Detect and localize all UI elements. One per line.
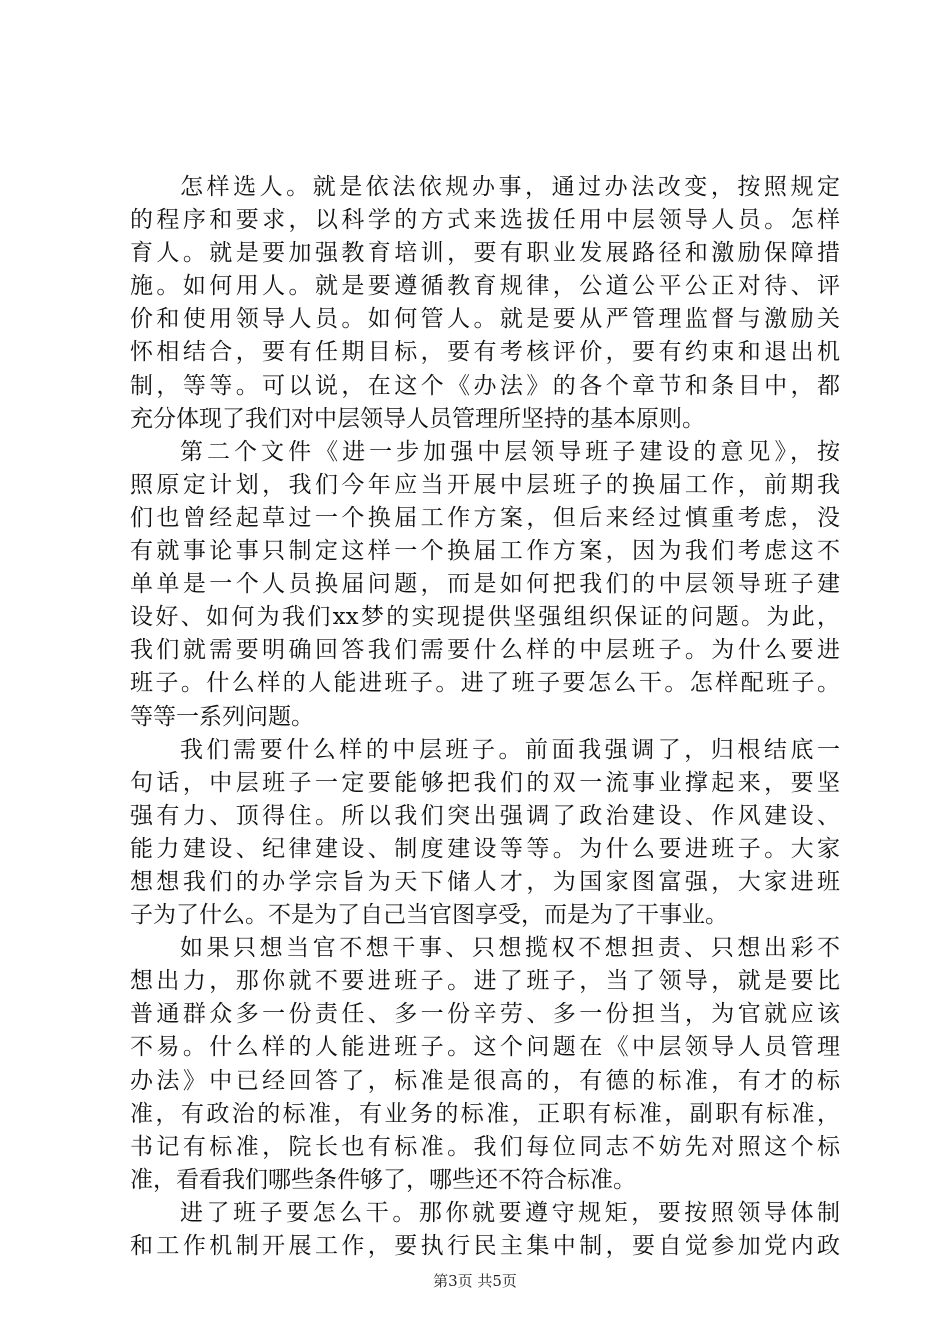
paragraph-line: 制，等等。可以说，在这个《办法》的各个章节和条目中，都 [130, 372, 840, 399]
paragraph-line: 想想我们的办学宗旨为天下储人才，为国家图富强，大家进班 [130, 868, 840, 895]
paragraph-line: 价和使用领导人员。如何管人。就是要从严管理监督与激励关 [130, 306, 840, 333]
paragraph-line: 我们就需要明确回答我们需要什么样的中层班子。为什么要进 [130, 637, 840, 664]
paragraph-line: 班子。什么样的人能进班子。进了班子要怎么干。怎样配班子。 [130, 670, 840, 697]
paragraph-line: 想出力，那你就不要进班子。进了班子，当了领导，就是要比 [130, 968, 840, 995]
page-number-footer: 第3页 共5页 [433, 1272, 517, 1290]
paragraph-line: 设好、如何为我们xx梦的实现提供坚强组织保证的问题。为此， [130, 604, 840, 631]
paragraph-line: 准，有政治的标准，有业务的标准，正职有标准，副职有标准， [130, 1100, 840, 1127]
paragraph-line: 能力建设、纪律建设、制度建设等等。为什么要进班子。大家 [130, 835, 840, 862]
paragraph-line: 怀相结合，要有任期目标，要有考核评价，要有约束和退出机 [130, 339, 840, 366]
paragraph-line: 有就事论事只制定这样一个换届工作方案，因为我们考虑这不 [130, 538, 840, 565]
paragraph-line: 句话，中层班子一定要能够把我们的双一流事业撑起来，要坚 [130, 769, 840, 796]
paragraph-line: 不易。什么样的人能进班子。这个问题在《中层领导人员管理 [130, 1034, 840, 1061]
paragraph-line: 进了班子要怎么干。那你就要遵守规矩，要按照领导体制 [180, 1199, 840, 1226]
paragraph-line: 普通群众多一份责任、多一份辛劳、多一份担当，为官就应该 [130, 1001, 840, 1028]
document-body [130, 171, 840, 1263]
paragraph-line: 强有力、顶得住。所以我们突出强调了政治建设、作风建设、 [130, 802, 840, 829]
paragraph-line: 们也曾经起草过一个换届工作方案，但后来经过慎重考虑，没 [130, 504, 840, 531]
paragraph-line: 照原定计划，我们今年应当开展中层班子的换届工作，前期我 [130, 471, 840, 498]
paragraph-line: 书记有标准，院长也有标准。我们每位同志不妨先对照这个标 [130, 1133, 840, 1160]
paragraph-line: 和工作机制开展工作，要执行民主集中制，要自觉参加党内政 [130, 1233, 840, 1259]
paragraph-line: 准，看看我们哪些条件够了，哪些还不符合标准。 [130, 1166, 636, 1193]
paragraph-line: 充分体现了我们对中层领导人员管理所坚持的基本原则。 [130, 405, 705, 432]
paragraph-line: 第二个文件《进一步加强中层领导班子建设的意见》，按 [180, 438, 840, 465]
paragraph-line: 怎样选人。就是依法依规办事，通过办法改变，按照规定 [180, 174, 840, 200]
paragraph-line: 子为了什么。不是为了自己当官图享受，而是为了干事业。 [130, 902, 728, 929]
paragraph-line: 办法》中已经回答了，标准是很高的，有德的标准，有才的标 [130, 1067, 840, 1094]
paragraph-line: 如果只想当官不想干事、只想揽权不想担责、只想出彩不 [180, 935, 840, 962]
paragraph-line: 等等一系列问题。 [130, 703, 314, 730]
paragraph-line: 施。如何用人。就是要遵循教育规律，公道公平公正对待、评 [130, 273, 840, 300]
paragraph-line: 育人。就是要加强教育培训，要有职业发展路径和激励保障措 [130, 240, 840, 267]
paragraph-line: 单单是一个人员换届问题，而是如何把我们的中层领导班子建 [130, 571, 840, 598]
paragraph-line: 我们需要什么样的中层班子。前面我强调了，归根结底一 [180, 736, 840, 763]
paragraph-line: 的程序和要求，以科学的方式来选拔任用中层领导人员。怎样 [130, 207, 840, 234]
